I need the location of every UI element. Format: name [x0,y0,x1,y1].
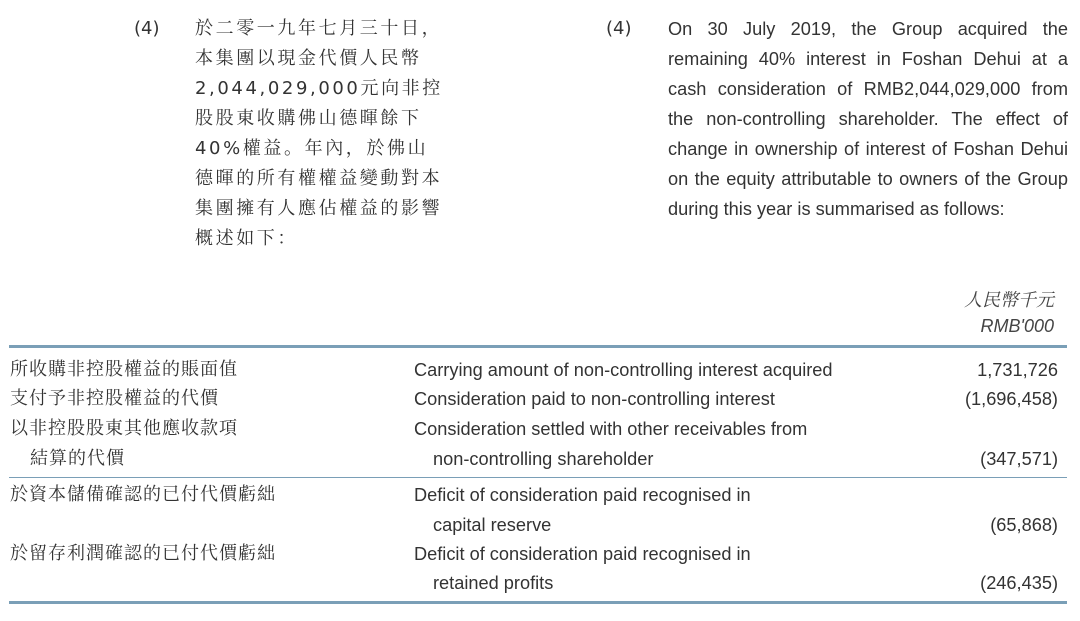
row-label-en: Deficit of consideration paid recognised in [414,544,751,564]
row-amount: (347,571) [980,449,1058,469]
unit-header-en: RMB'000 [980,316,1054,336]
table-bottom-rule [9,601,1067,604]
row-label-en-continued: capital reserve [433,515,552,535]
row-amount: (65,868) [990,515,1058,535]
row-amount: 1,731,726 [977,360,1058,380]
row-label-en: Deficit of consideration paid recognised in [414,485,751,505]
row-label-en: Consideration settled with other receivables from [414,419,808,439]
row-label-cn-continued: 結算的代價 [30,448,125,469]
table-top-rule [9,345,1067,348]
row-label-cn: 以非控股股東其他應收款項 [10,418,238,439]
unit-header-cn: 人民幣千元 [964,290,1054,310]
note-number-cn: (4) [134,18,160,39]
table-divider [9,477,1067,478]
row-label-cn: 於留存利潤確認的已付代價虧絀 [10,543,276,564]
row-label-cn: 於資本儲備確認的已付代價虧絀 [10,484,276,505]
row-label-en: Consideration paid to non-controlling interest [414,389,775,409]
row-label-en-continued: non-controlling shareholder [433,449,654,469]
note-paragraph-cn: 於二零一九年七月三十日，本集團以現金代價人民幣2,044,029,000元向非控股股東收購佛山德暉餘下40%權益。年內，於佛山德暉的所有權權益變動對本集團擁有人應佔權益的影響概述如下： [195,18,443,249]
row-label-cn: 支付予非控股權益的代價 [10,388,219,409]
note-paragraph-en: On 30 July 2019, the Group acquired the remaining 40% interest in Foshan Dehui at a cash consideration of RMB2,044,029,000 from the non-controlling shareholder. The effect of change in ownership of interest of Foshan Dehui on the equity attributable to owners of the Group during this year is summarised as follows: [668,19,1068,219]
row-label-cn: 所收購非控股權益的賬面值 [10,359,238,380]
row-amount: (1,696,458) [964,389,1058,409]
row-amount: (246,435) [980,573,1058,593]
note-number-en: (4) [606,18,632,39]
row-label-en-continued: retained profits [433,573,554,593]
row-label-en: Carrying amount of non-controlling interest acquired [414,360,833,380]
